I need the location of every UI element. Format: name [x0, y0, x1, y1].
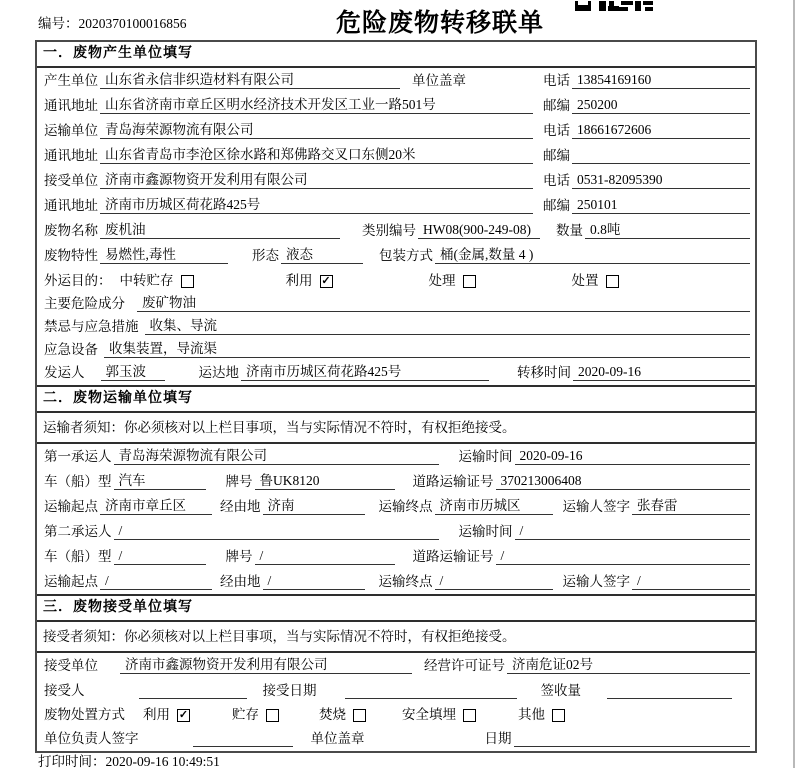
row-route1	[37, 494, 755, 519]
license-label: 经营许可证号	[424, 658, 505, 673]
route-start-label: 运输起点	[44, 499, 98, 514]
transporter-phone-value: 18661672606	[572, 122, 750, 139]
carrier1-value: 青岛海荣源物流有限公司	[114, 448, 439, 465]
category-label: 类别编号	[362, 223, 416, 238]
phone-label: 电话	[543, 73, 570, 88]
route-end-value: /	[435, 573, 553, 590]
qr-code-fragment-icon	[575, 0, 653, 16]
transporter-label: 运输单位	[44, 123, 98, 138]
row-taboo	[37, 316, 755, 339]
option-label: 其他	[518, 707, 545, 722]
signed-amount-label: 签收量	[540, 683, 581, 698]
plate-label: 牌号	[225, 549, 253, 564]
transport-time-label: 运输时间	[458, 524, 513, 539]
receiver-phone-value: 0531-82095390	[572, 172, 750, 189]
row-receiver-address	[37, 193, 755, 218]
route-via-value: 济南	[263, 498, 365, 515]
quantity-value: 0.8吨	[585, 222, 750, 239]
disposal-option-storage	[232, 707, 279, 723]
seal-label: 单位盖章	[412, 73, 466, 88]
carrier2-value: /	[114, 523, 439, 540]
row-producer-address	[37, 93, 755, 118]
receive-unit-value: 济南市鑫源物资开发利用有限公司	[120, 657, 412, 674]
option-label: 利用	[143, 707, 170, 722]
road-permit-label: 道路运输证号	[412, 474, 494, 489]
carrier2-label: 第二承运人	[44, 524, 112, 539]
transfer-time-label: 转移时间	[517, 365, 571, 380]
transporter-address-value: 山东省青岛市李沧区徐水路和郑佛路交叉口东侧20米	[100, 147, 533, 164]
checkbox-checked: ✓	[178, 708, 189, 721]
receive-unit-label: 接受单位	[44, 658, 98, 673]
carrier1-label: 第一承运人	[44, 449, 112, 464]
receive-person-value	[139, 683, 247, 699]
row-equipment	[37, 339, 755, 362]
date-label: 日期	[484, 731, 512, 746]
form-value: 液态	[281, 247, 363, 264]
row-receive-person	[37, 678, 755, 703]
option-label: 处理	[428, 273, 456, 288]
carrier-signature-value: 张春雷	[632, 498, 750, 515]
checkbox	[606, 275, 619, 288]
waste-property-value: 易燃性,毒性	[100, 247, 228, 264]
producer-phone-value: 13854169160	[572, 72, 750, 89]
packing-label: 包装方式	[379, 248, 433, 263]
purpose-option-utilize	[286, 273, 333, 289]
receiver-address-value: 济南市历城区荷花路425号	[100, 197, 533, 214]
option-label: 中转贮存	[119, 273, 174, 288]
option-label: 处置	[571, 273, 599, 288]
packing-value: 桶(金属,数量 4 )	[435, 247, 750, 264]
option-label: 焚烧	[319, 707, 346, 722]
receive-person-label: 接受人	[44, 683, 85, 698]
transporter-zip-value	[572, 148, 750, 164]
checkbox	[181, 275, 194, 288]
row-carrier1	[37, 444, 755, 469]
row-waste-property	[37, 243, 755, 268]
receive-date-label: 接受日期	[262, 683, 317, 698]
plate-label: 牌号	[225, 474, 253, 489]
row-hazard	[37, 293, 755, 316]
carrier-signature-label: 运输人签字	[562, 499, 630, 514]
route-end-label: 运输终点	[378, 499, 433, 514]
phone-label: 电话	[543, 173, 570, 188]
waste-name-label: 废物名称	[44, 223, 98, 238]
section2-header: 二．废物运输单位填写	[37, 385, 755, 413]
purpose-label: 外运目的：	[44, 273, 112, 288]
hazard-label: 主要危险成分	[44, 296, 125, 311]
producer-zip-value: 250200	[572, 97, 750, 114]
row-vehicle1	[37, 469, 755, 494]
hazard-value: 废矿物油	[137, 295, 750, 312]
disposal-option-utilize	[143, 707, 190, 723]
row-transporter	[37, 118, 755, 143]
plate-value: /	[255, 548, 395, 565]
disposal-option-incinerate	[319, 707, 366, 723]
quantity-label: 数量	[556, 223, 583, 238]
taboo-value: 收集、导流	[145, 318, 751, 335]
address-label: 通讯地址	[44, 148, 98, 163]
document-header	[0, 0, 796, 40]
route-end-value: 济南市历城区	[435, 498, 553, 515]
transport-time-value: /	[515, 523, 751, 540]
purpose-option-dispose	[572, 273, 619, 289]
page-title: 危险废物转移联单	[335, 10, 544, 37]
row-waste-name	[37, 218, 755, 243]
producer-value: 山东省永信非织造材料有限公司	[100, 72, 400, 89]
disposal-option-landfill	[402, 707, 476, 723]
receiver-label: 接受单位	[44, 173, 98, 188]
vehicle-type-label: 车（船）型	[44, 549, 112, 564]
carrier-signature-label: 运输人签字	[562, 574, 630, 589]
responsible-signature-label: 单位负责人签字	[44, 731, 139, 746]
producer-address-value: 山东省济南市章丘区明水经济技术开发区工业一路501号	[100, 97, 533, 114]
disposal-label: 废物处置方式	[44, 707, 125, 722]
transfer-time-value: 2020-09-16	[573, 364, 750, 381]
checkbox	[463, 709, 476, 722]
waste-name-value: 废机油	[100, 222, 340, 239]
section3-notice: 接受者须知：你必须核对以上栏目事项，当与实际情况不符时，有权拒绝接受。	[37, 622, 755, 653]
date-value	[514, 731, 751, 747]
print-time-label: 打印时间：	[38, 754, 106, 769]
row-transporter-address	[37, 143, 755, 168]
serial-value: 2020370100016856	[78, 16, 187, 31]
transport-time-value: 2020-09-16	[515, 448, 751, 465]
option-label: 安全填埋	[402, 707, 456, 722]
receiver-value: 济南市鑫源物资开发利用有限公司	[100, 172, 533, 189]
checkbox	[266, 709, 279, 722]
route-start-label: 运输起点	[44, 574, 98, 589]
row-dispatch	[37, 362, 755, 385]
print-time-value: 2020-09-16 10:49:51	[105, 754, 220, 769]
dispatcher-label: 发运人	[44, 365, 85, 380]
phone-label: 电话	[543, 123, 570, 138]
disposal-option-other	[518, 707, 565, 723]
page-edge-divider	[793, 0, 795, 768]
row-receive-unit	[37, 653, 755, 678]
purpose-option-treat	[429, 273, 476, 289]
road-permit-value: 370213006408	[496, 473, 751, 490]
equipment-label: 应急设备	[44, 342, 98, 357]
waste-property-label: 废物特性	[44, 248, 98, 263]
destination-value: 济南市历城区荷花路425号	[241, 364, 489, 381]
checkbox	[463, 275, 476, 288]
route-start-value: 济南市章丘区	[100, 498, 212, 515]
vehicle-type-value: /	[114, 548, 206, 565]
row-disposal	[37, 703, 755, 727]
transporter-value: 青岛海荣源物流有限公司	[100, 122, 533, 139]
print-time-line	[38, 750, 220, 770]
zip-label: 邮编	[543, 198, 570, 213]
road-permit-label: 道路运输证号	[412, 549, 494, 564]
option-label: 贮存	[232, 707, 259, 722]
route-end-label: 运输终点	[378, 574, 433, 589]
section1-header: 一．废物产生单位填写	[37, 42, 755, 68]
manifest-form	[35, 40, 757, 753]
zip-label: 邮编	[543, 98, 570, 113]
route-via-label: 经由地	[220, 499, 261, 514]
license-value: 济南危证02号	[507, 657, 750, 674]
vehicle-type-label: 车（船）型	[44, 474, 112, 489]
row-vehicle2	[37, 544, 755, 569]
responsible-signature-value	[193, 731, 293, 747]
route-via-label: 经由地	[220, 574, 261, 589]
road-permit-value: /	[496, 548, 751, 565]
row-carrier2	[37, 519, 755, 544]
row-route2	[37, 569, 755, 594]
checkbox	[552, 709, 565, 722]
unit-seal-label: 单位盖章	[310, 731, 365, 746]
option-label: 利用	[285, 273, 313, 288]
zip-label: 邮编	[543, 148, 570, 163]
signed-amount-value	[607, 683, 732, 699]
receive-date-value	[345, 683, 517, 699]
receiver-zip-value: 250101	[572, 197, 750, 214]
section3-header: 三．废物接受单位填写	[37, 594, 755, 622]
section2-notice: 运输者须知：你必须核对以上栏目事项，当与实际情况不符时，有权拒绝接受。	[37, 413, 755, 444]
checkbox	[353, 709, 366, 722]
checkbox-checked: ✓	[321, 274, 331, 287]
carrier-signature-value: /	[632, 573, 750, 590]
serial-label: 编号：	[38, 16, 79, 31]
row-purpose	[37, 268, 755, 293]
purpose-option-transfer-storage	[120, 273, 194, 289]
transport-time-label: 运输时间	[458, 449, 513, 464]
plate-value: 鲁UK8120	[255, 473, 395, 490]
row-producer	[37, 68, 755, 93]
route-start-value: /	[100, 573, 212, 590]
address-label: 通讯地址	[44, 98, 98, 113]
equipment-value: 收集装置，导流渠	[104, 341, 750, 358]
route-via-value: /	[263, 573, 365, 590]
destination-label: 运达地	[198, 365, 239, 380]
dispatcher-value: 郭玉波	[101, 364, 165, 381]
row-receiver	[37, 168, 755, 193]
row-signature	[37, 727, 755, 751]
vehicle-type-value: 汽车	[114, 473, 206, 490]
taboo-label: 禁忌与应急措施	[44, 319, 139, 334]
form-label: 形态	[252, 248, 279, 263]
producer-label: 产生单位	[44, 73, 98, 88]
address-label: 通讯地址	[44, 198, 98, 213]
category-value: HW08(900-249-08)	[418, 222, 540, 239]
